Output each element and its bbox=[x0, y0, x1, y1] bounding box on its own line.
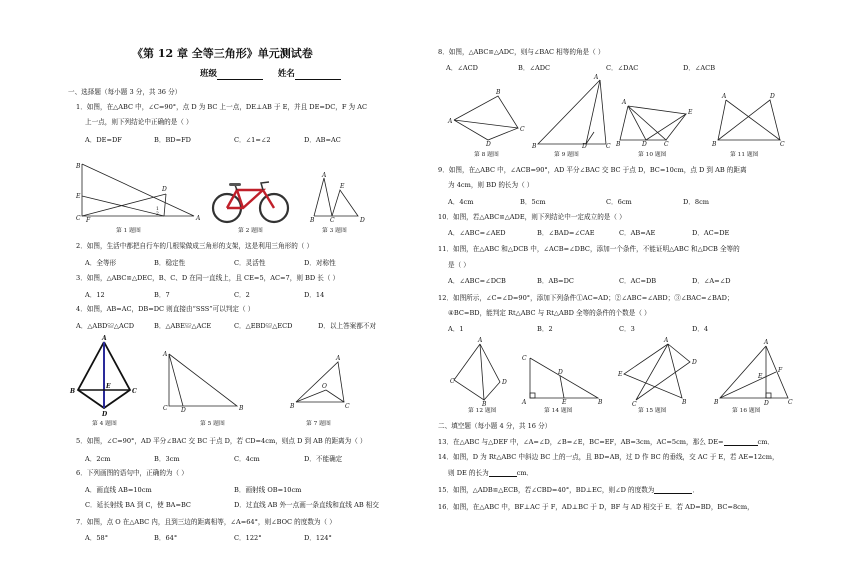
q2-text: 2．如图，生活中都把自行车的几根梁做成三角形的支架，这是利用三角形的（ ） bbox=[76, 242, 314, 250]
svg-text:D: D bbox=[582, 143, 587, 150]
q9-text-line2: 为 4cm，则 BD 的长为（ ） bbox=[448, 181, 534, 189]
svg-text:A: A bbox=[196, 215, 201, 222]
q13-text: 13．在△ABC 与△DEF 中，∠A=∠D，∠B=∠E，BC=EF，AB=3cm，AC=5cm，那么 DE= bbox=[438, 438, 724, 446]
q3-option-b[interactable]: B．7 bbox=[154, 291, 170, 299]
q5-option-d[interactable]: D．不能确定 bbox=[304, 455, 343, 463]
svg-text:E: E bbox=[562, 399, 567, 406]
name-blank[interactable] bbox=[295, 72, 341, 80]
q11-option-b[interactable]: B．AB=DC bbox=[537, 277, 574, 285]
q11-option-d[interactable]: D．∠A=∠D bbox=[692, 277, 731, 285]
figure-q5 bbox=[163, 348, 243, 412]
q14-answer-blank[interactable] bbox=[489, 469, 517, 477]
right-column bbox=[438, 0, 818, 585]
figure-q16 bbox=[714, 339, 794, 407]
q3-text: 3．如图，△ABC≌△DEC，B、C、D 在同一直线上，且 CE=5，AC=7，则 BD 长（ ） bbox=[76, 274, 340, 282]
svg-text:C: C bbox=[345, 403, 350, 410]
q14-unit: cm． bbox=[516, 469, 534, 477]
figure-q9 bbox=[532, 76, 612, 148]
q1-option-a[interactable]: A．DE=DF bbox=[85, 136, 122, 144]
q8-option-a[interactable]: A．∠ACD bbox=[446, 64, 478, 72]
svg-text:A: A bbox=[336, 355, 341, 362]
q8-option-c[interactable]: C．∠DAC bbox=[606, 64, 639, 72]
q10-option-b[interactable]: B．∠BAD=∠CAE bbox=[537, 229, 595, 237]
q8-option-d[interactable]: D．∠ACB bbox=[683, 64, 716, 72]
svg-text:A: A bbox=[163, 351, 168, 358]
svg-text:D: D bbox=[558, 369, 563, 376]
caption-fig3: 第 3 题图 bbox=[322, 228, 347, 234]
svg-text:C: C bbox=[632, 401, 637, 408]
q9-option-d[interactable]: D．8cm bbox=[683, 198, 710, 206]
svg-text:E: E bbox=[618, 371, 623, 378]
q4-option-b[interactable]: B．△ABE≌△ACE bbox=[154, 322, 212, 330]
caption-fig11: 第 11 题图 bbox=[730, 152, 759, 158]
q11-option-c[interactable]: C．AC=DB bbox=[619, 277, 657, 285]
q9-option-b[interactable]: B．5cm bbox=[520, 198, 546, 206]
svg-text:D: D bbox=[486, 141, 491, 148]
svg-text:B: B bbox=[76, 163, 81, 170]
q11-text-line2: 是（ ） bbox=[448, 261, 470, 269]
svg-text:B: B bbox=[532, 143, 537, 150]
class-name-line bbox=[200, 69, 341, 80]
q15-text: 15．如图，△ADB≌△ECB，若∠CBD=40°，BD⊥EC，则∠D 的度数为 bbox=[438, 486, 655, 494]
svg-text:A: A bbox=[522, 399, 527, 406]
q1-text-line1: 1．如图，在△ABC 中，∠C=90°，点 D 为 BC 上一点，DE⊥AB 于 E，并且 DE=DC，F 为 AC bbox=[76, 103, 368, 111]
svg-text:A: A bbox=[622, 99, 627, 106]
svg-text:D: D bbox=[692, 359, 697, 366]
svg-text:B: B bbox=[712, 141, 717, 148]
class-blank[interactable] bbox=[217, 72, 263, 80]
left-column bbox=[68, 0, 418, 585]
svg-text:A: A bbox=[722, 93, 727, 100]
svg-text:B: B bbox=[482, 401, 487, 408]
caption-fig8: 第 8 题图 bbox=[474, 152, 499, 158]
q16-text: 16．如图，在△ABC 中，BF⊥AC 于 F，AD⊥BC 于 D，BF 与 AD 相交于 E．若 AD=BD，BC=8cm， bbox=[438, 503, 754, 511]
q4-option-d[interactable]: D．以上答案都不对 bbox=[318, 322, 377, 330]
svg-text:C: C bbox=[664, 141, 669, 148]
svg-text:B: B bbox=[290, 403, 295, 410]
q4-text: 4．如图，AB=AC，DB=DC 则直接由“SSS”可以判定（ ） bbox=[76, 305, 255, 313]
q7-option-d[interactable]: D．124° bbox=[304, 534, 332, 542]
figure-q10 bbox=[616, 88, 696, 148]
q14-line2 bbox=[448, 469, 533, 477]
q9-option-c[interactable]: C．6cm bbox=[606, 198, 632, 206]
q11-text-line1: 11．如图，在△ABC 和△DCB 中，∠ACB=∠DBC，添加一个条件，不能证明△ABC 和△DCB 全等的 bbox=[438, 245, 740, 253]
figure-q8 bbox=[448, 88, 524, 146]
q12-option-b[interactable]: B．2 bbox=[537, 325, 553, 333]
figure-q15 bbox=[618, 337, 698, 408]
caption-fig9: 第 9 题图 bbox=[554, 152, 579, 158]
svg-text:D: D bbox=[162, 186, 167, 193]
svg-text:C: C bbox=[520, 126, 525, 133]
q12-option-a[interactable]: A．1 bbox=[448, 325, 464, 333]
q2-option-b[interactable]: B．稳定性 bbox=[154, 259, 186, 267]
q14-text-line1: 14．如图，D 为 Rt△ABC 中斜边 BC 上的一点，且 BD=AB，过 D 作 BC 的垂线，交 AC 于 E，若 AE=12cm， bbox=[438, 453, 779, 461]
svg-text:B: B bbox=[239, 405, 244, 412]
caption-fig12: 第 12 题图 bbox=[468, 408, 497, 414]
q12-text-line1: 12．如图所示，∠C=∠D=90°，添加下列条件①AC=AD；②∠ABC=∠ABD；③∠BAC=∠BAD； bbox=[438, 294, 734, 302]
figure-q4 bbox=[70, 335, 140, 418]
caption-fig5: 第 5 题图 bbox=[200, 421, 225, 427]
bicycle-icon bbox=[211, 180, 291, 225]
figure-q11 bbox=[710, 94, 788, 148]
svg-text:B: B bbox=[714, 399, 719, 406]
svg-text:E: E bbox=[76, 193, 81, 200]
q10-option-d[interactable]: D．AC=DE bbox=[692, 229, 730, 237]
q11-option-a[interactable]: A．∠ABC=∠DCB bbox=[448, 277, 506, 285]
svg-text:C: C bbox=[780, 141, 785, 148]
caption-fig15: 第 15 题图 bbox=[638, 408, 667, 414]
q8-text: 8．如图，△ABC≌△ADC，则与∠BAC 相等的角是（ ） bbox=[438, 48, 605, 56]
q7-option-a[interactable]: A．58° bbox=[85, 534, 109, 542]
svg-text:B: B bbox=[682, 399, 687, 406]
q1-option-b[interactable]: B．BD=FD bbox=[154, 136, 191, 144]
svg-text:C: C bbox=[76, 215, 81, 222]
q5-text: 5．如图，∠C=90°，AD 平分∠BAC 交 BC 于点 D，若 CD=4cm，则点 D 到 AB 的距离为（ ） bbox=[76, 437, 367, 445]
q13-unit: cm． bbox=[757, 438, 775, 446]
q9-option-a[interactable]: A．4cm bbox=[448, 198, 474, 206]
svg-text:B: B bbox=[496, 89, 501, 96]
svg-text:A: A bbox=[594, 74, 599, 81]
svg-text:D: D bbox=[102, 411, 108, 418]
q6-option-a[interactable]: A．画直线 AB=10cm bbox=[85, 486, 152, 494]
svg-text:C: C bbox=[450, 378, 455, 385]
svg-text:E: E bbox=[106, 383, 111, 390]
caption-fig14: 第 14 题图 bbox=[544, 408, 573, 414]
caption-fig16: 第 16 题图 bbox=[732, 408, 761, 414]
figure-q12 bbox=[450, 337, 507, 408]
q2-option-d[interactable]: D．对称性 bbox=[304, 259, 336, 267]
section2-heading: 二、填空题（每小题 4 分，共 16 分） bbox=[438, 422, 552, 430]
q8-option-b[interactable]: B．∠ADC bbox=[518, 64, 551, 72]
svg-text:A: A bbox=[102, 335, 107, 342]
q1-option-c[interactable]: C．∠1=∠2 bbox=[234, 136, 271, 144]
q13-answer-blank[interactable] bbox=[724, 438, 758, 446]
q13-line bbox=[438, 438, 774, 446]
q10-option-a[interactable]: A．∠ABC=∠AED bbox=[448, 229, 506, 237]
svg-text:1: 1 bbox=[156, 207, 159, 212]
q10-text: 10．如图，若△ABC≌△ADE，则下列结论中一定成立的是（ ） bbox=[438, 213, 626, 221]
figure-q14 bbox=[518, 352, 604, 404]
q2-option-a[interactable]: A．全等形 bbox=[85, 259, 117, 267]
q15-line bbox=[438, 486, 699, 494]
caption-fig10: 第 10 题图 bbox=[638, 152, 667, 158]
svg-text:C: C bbox=[163, 405, 168, 412]
caption-fig1: 第 1 题图 bbox=[116, 228, 141, 234]
q10-option-c[interactable]: C．AB=AE bbox=[619, 229, 656, 237]
q6-text: 6．下列画图的语句中，正确的为（ ） bbox=[76, 469, 188, 477]
q4-option-c[interactable]: C．△EBD≌△ECD bbox=[234, 322, 293, 330]
caption-fig7: 第 7 题图 bbox=[306, 421, 331, 427]
q6-option-d[interactable]: D．过直线 AB 外一点画一条直线和直线 AB 相交 bbox=[234, 501, 379, 509]
q6-option-b[interactable]: B．画射线 OB=10cm bbox=[234, 486, 302, 494]
svg-text:E: E bbox=[758, 373, 763, 380]
q1-option-d[interactable]: D．AB=AC bbox=[304, 136, 341, 144]
svg-text:B: B bbox=[70, 388, 76, 395]
svg-text:D: D bbox=[360, 217, 365, 224]
section1-heading: 一、选择题（每小题 3 分，共 36 分） bbox=[68, 88, 182, 96]
svg-text:C: C bbox=[330, 217, 335, 224]
svg-text:D: D bbox=[764, 400, 769, 407]
svg-text:A: A bbox=[664, 337, 669, 344]
class-label: 班级 bbox=[200, 69, 218, 79]
q9-text-line1: 9．如图，在△ABC 中，∠ACB=90°，AD 平分∠BAC 交 BC 于点 D，BC=10cm，点 D 到 AB 的距离 bbox=[438, 166, 747, 174]
caption-fig4: 第 4 题图 bbox=[92, 421, 117, 427]
q15-tail: ． bbox=[692, 486, 699, 494]
svg-text:B: B bbox=[616, 141, 621, 148]
q12-text-line2: ④BC=BD，能判定 Rt△ABC 与 Rt△ABD 全等的条件的个数是（ ） bbox=[448, 309, 651, 317]
q7-option-b[interactable]: B．64° bbox=[154, 534, 178, 542]
q4-option-a[interactable]: A．△ABD≌△ACD bbox=[76, 322, 135, 330]
q2-option-c[interactable]: C．灵活性 bbox=[234, 259, 266, 267]
svg-text:F: F bbox=[86, 217, 91, 224]
name-label: 姓名 bbox=[277, 69, 295, 79]
q5-option-b[interactable]: B．3cm bbox=[154, 455, 180, 463]
q5-option-c[interactable]: C．4cm bbox=[234, 455, 260, 463]
caption-fig2: 第 2 题图 bbox=[238, 228, 263, 234]
q15-answer-blank[interactable] bbox=[654, 486, 692, 494]
svg-text:A: A bbox=[448, 118, 453, 125]
q3-option-c[interactable]: C．2 bbox=[234, 291, 250, 299]
figure-q7 bbox=[290, 356, 352, 408]
svg-text:C: C bbox=[606, 143, 611, 150]
q1-text-line2: 上一点，则下列结论中正确的是（ ） bbox=[85, 118, 193, 126]
svg-text:C: C bbox=[788, 399, 793, 406]
svg-text:F: F bbox=[778, 367, 783, 374]
svg-text:E: E bbox=[340, 183, 345, 190]
svg-text:C: C bbox=[132, 388, 137, 395]
page-title: 《第 12 章 全等三角形》单元测试卷 bbox=[132, 47, 313, 60]
q12-option-d[interactable]: D．4 bbox=[692, 325, 709, 333]
q5-option-a[interactable]: A．2cm bbox=[85, 455, 111, 463]
svg-text:C: C bbox=[522, 355, 527, 362]
svg-text:A: A bbox=[478, 337, 483, 344]
q7-text: 7．如图，点 O 在△ABC 内，且到三边的距离相等，∠A=64°，则∠BOC 的度数为（ ） bbox=[76, 518, 336, 526]
svg-text:A: A bbox=[764, 339, 769, 346]
svg-text:D: D bbox=[770, 93, 775, 100]
svg-text:D: D bbox=[642, 141, 647, 148]
svg-text:D: D bbox=[502, 379, 507, 386]
q6-option-c[interactable]: C．延长射线 BA 到 C，使 BA=BC bbox=[85, 501, 191, 509]
q12-option-c[interactable]: C．3 bbox=[619, 325, 635, 333]
q3-option-a[interactable]: A．12 bbox=[85, 291, 105, 299]
svg-text:A: A bbox=[322, 172, 327, 179]
svg-text:2: 2 bbox=[156, 212, 159, 217]
svg-text:B: B bbox=[310, 217, 315, 224]
svg-text:B: B bbox=[598, 399, 603, 406]
figure-q1 bbox=[76, 160, 201, 224]
q14-text-line2: 则 DE 的长为 bbox=[448, 469, 489, 477]
svg-text:E: E bbox=[688, 109, 693, 116]
svg-text:O: O bbox=[322, 383, 327, 390]
q7-option-c[interactable]: C．122° bbox=[234, 534, 262, 542]
figure-q3 bbox=[308, 172, 370, 222]
svg-text:D: D bbox=[181, 407, 186, 414]
q3-option-d[interactable]: D．14 bbox=[304, 291, 325, 299]
